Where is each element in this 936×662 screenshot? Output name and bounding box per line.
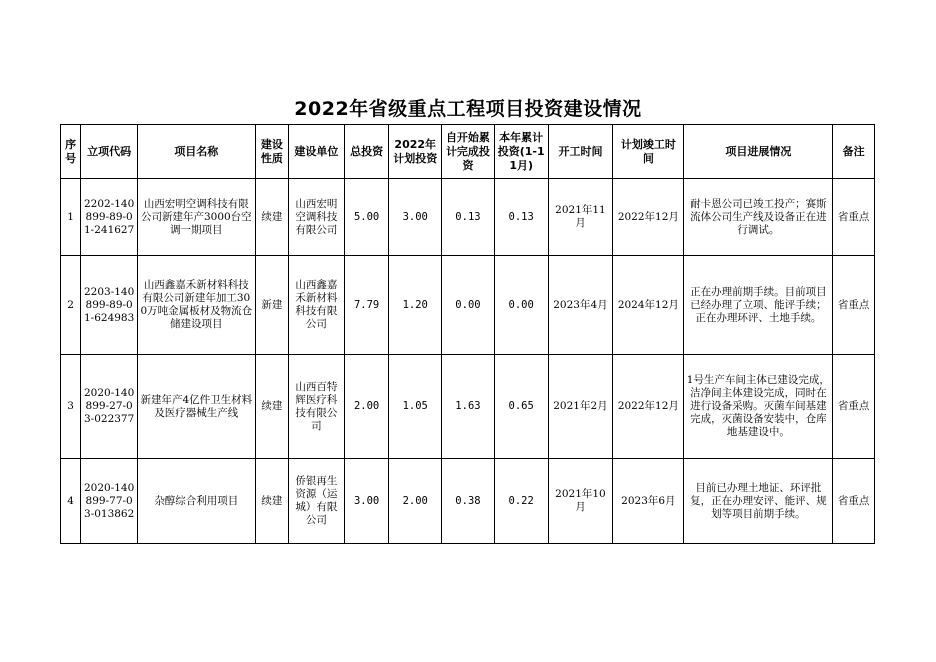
table-row — [61, 179, 875, 256]
cell-cumulative: 0.13 — [442, 179, 495, 256]
cell-code: 2202-140899-89-01-241627 — [81, 179, 138, 256]
cell-plan2022: 3.00 — [389, 179, 442, 256]
table-row — [61, 459, 875, 544]
cell-nature: 续建 — [255, 179, 288, 256]
cell-plan2022: 2.00 — [389, 459, 442, 544]
header-plan2022: 2022年计划投资 — [389, 125, 442, 179]
cell-seq: 2 — [61, 256, 81, 355]
cell-start: 2023年4月 — [548, 256, 613, 355]
header-nature: 建设性质 — [255, 125, 288, 179]
cell-remark: 省重点 — [833, 355, 875, 459]
header-total: 总投资 — [344, 125, 389, 179]
header-progress: 项目进展情况 — [684, 125, 833, 179]
header-unit: 建设单位 — [289, 125, 345, 179]
project-table — [60, 124, 875, 544]
cell-progress: 目前已办理土地证、环评批复，正在办理安评、能评、规划等项目前期手续。 — [684, 459, 833, 544]
cell-finish: 2023年6月 — [613, 459, 684, 544]
cell-finish: 2022年12月 — [613, 179, 684, 256]
page-title: 2022年省级重点工程项目投资建设情况 — [294, 98, 642, 120]
cell-ytd: 0.22 — [494, 459, 548, 544]
cell-plan2022: 1.20 — [389, 256, 442, 355]
header-ytd: 本年累计投资(1-11月) — [494, 125, 548, 179]
header-name: 项目名称 — [138, 125, 256, 179]
cell-ytd: 0.13 — [494, 179, 548, 256]
cell-remark: 省重点 — [833, 459, 875, 544]
cell-name: 山西鑫嘉禾新材料科技有限公司新建年加工300万吨金属板材及物流仓储建设项目 — [138, 256, 256, 355]
header-start: 开工时间 — [548, 125, 613, 179]
cell-seq: 3 — [61, 355, 81, 459]
cell-start: 2021年11月 — [548, 179, 613, 256]
cell-total: 5.00 — [344, 179, 389, 256]
header-remark: 备注 — [833, 125, 875, 179]
cell-code: 2020-140899-27-03-022377 — [81, 355, 138, 459]
table-row — [61, 256, 875, 355]
cell-cumulative: 1.63 — [442, 355, 495, 459]
cell-seq: 4 — [61, 459, 81, 544]
table-header-row — [61, 125, 875, 179]
cell-name: 杂醇综合利用项目 — [138, 459, 256, 544]
cell-progress: 1号生产车间主体已建设完成，洁净间主体建设完成，同时在进行设备采购。灭菌车间基建完成，灭菌设备安装中，仓库地基建设中。 — [684, 355, 833, 459]
cell-finish: 2022年12月 — [613, 355, 684, 459]
cell-total: 3.00 — [344, 459, 389, 544]
cell-start: 2021年10月 — [548, 459, 613, 544]
header-cumulative: 自开始累计完成投资 — [442, 125, 495, 179]
cell-code: 2020-140899-77-03-013862 — [81, 459, 138, 544]
cell-ytd: 0.65 — [494, 355, 548, 459]
cell-seq: 1 — [61, 179, 81, 256]
cell-cumulative: 0.00 — [442, 256, 495, 355]
cell-finish: 2024年12月 — [613, 256, 684, 355]
cell-total: 7.79 — [344, 256, 389, 355]
cell-unit: 山西鑫嘉禾新材料科技有限公司 — [289, 256, 345, 355]
cell-unit: 山西宏明空调科技有限公司 — [289, 179, 345, 256]
cell-total: 2.00 — [344, 355, 389, 459]
table-row — [61, 355, 875, 459]
cell-progress: 正在办理前期手续。目前项目已经办理了立项、能评手续；正在办理环评、土地手续。 — [684, 256, 833, 355]
cell-progress: 耐卡恩公司已竣工投产；赛斯流体公司生产线及设备正在进行调试。 — [684, 179, 833, 256]
cell-remark: 省重点 — [833, 179, 875, 256]
header-code: 立项代码 — [81, 125, 138, 179]
cell-unit: 山西百特辉医疗科技有限公司 — [289, 355, 345, 459]
cell-plan2022: 1.05 — [389, 355, 442, 459]
cell-start: 2021年2月 — [548, 355, 613, 459]
cell-name: 山西宏明空调科技有限公司新建年产3000台空调一期项目 — [138, 179, 256, 256]
cell-nature: 续建 — [255, 459, 288, 544]
header-seq: 序号 — [61, 125, 81, 179]
header-finish: 计划竣工时间 — [613, 125, 684, 179]
cell-code: 2203-140899-89-01-624983 — [81, 256, 138, 355]
cell-ytd: 0.00 — [494, 256, 548, 355]
cell-cumulative: 0.38 — [442, 459, 495, 544]
cell-name: 新建年产4亿件卫生材料及医疗器械生产线 — [138, 355, 256, 459]
cell-unit: 侨银再生资源（运城）有限公司 — [289, 459, 345, 544]
cell-nature: 新建 — [255, 256, 288, 355]
cell-nature: 续建 — [255, 355, 288, 459]
cell-remark: 省重点 — [833, 256, 875, 355]
